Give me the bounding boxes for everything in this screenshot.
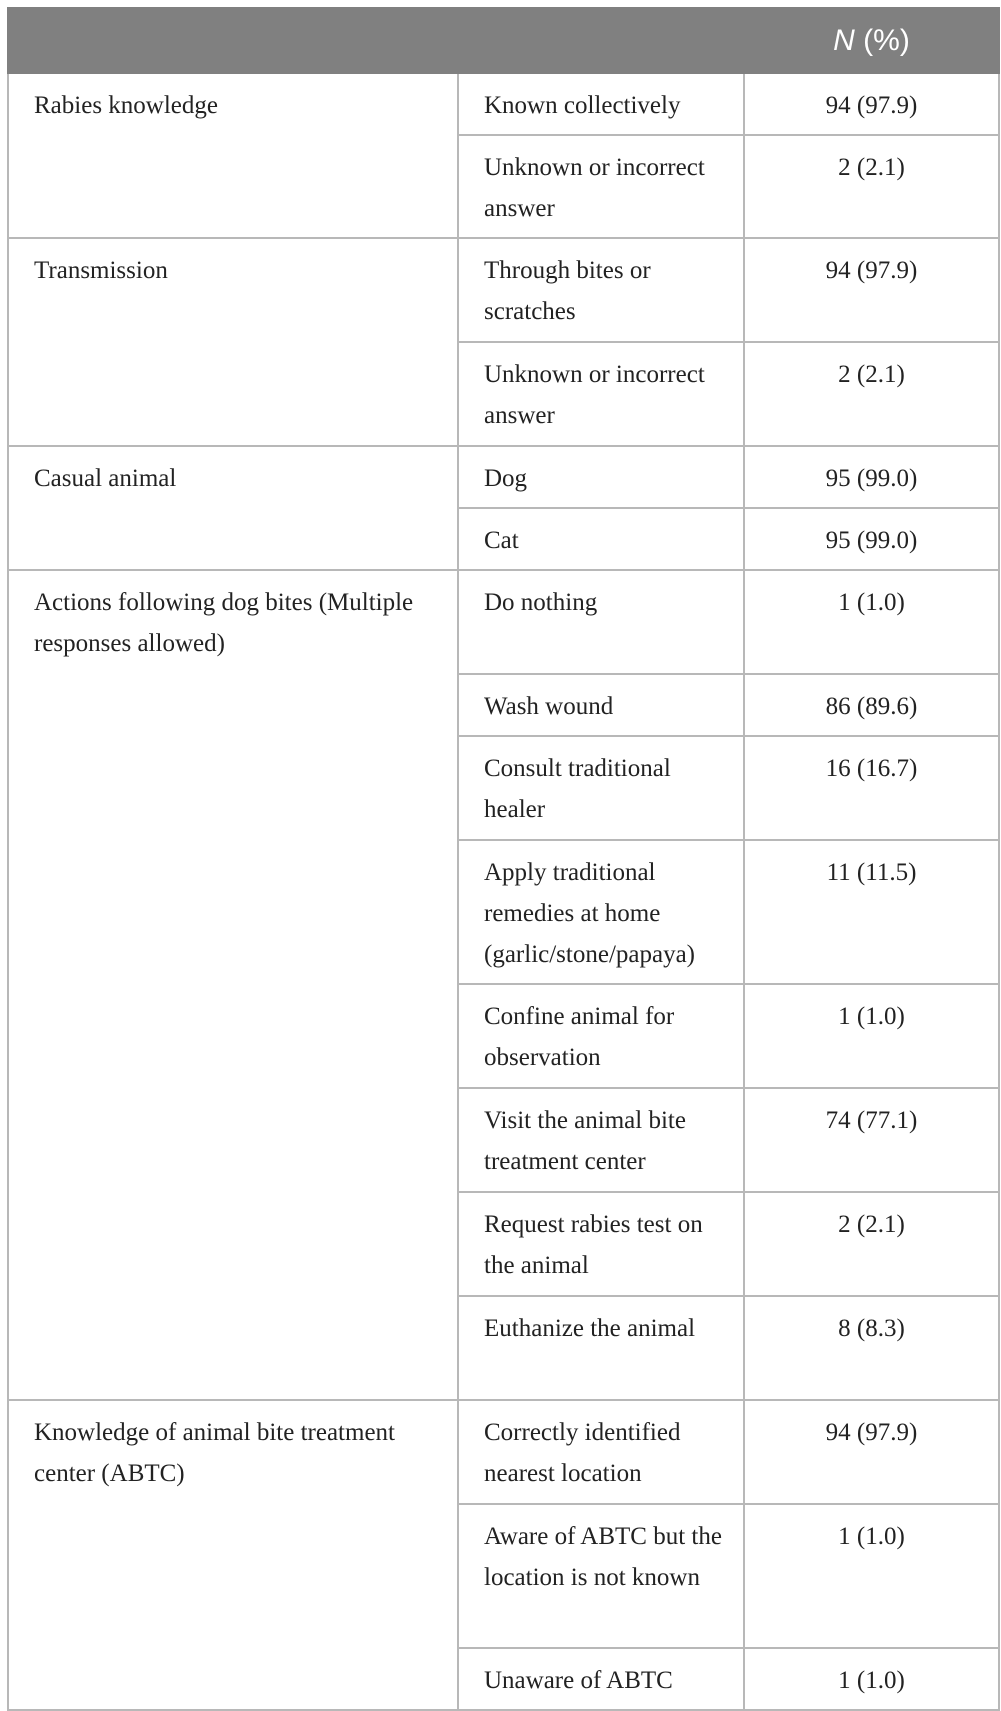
value-cell: 8 (8.3) <box>744 1296 999 1400</box>
item-cell: Wash wound <box>458 674 744 736</box>
item-cell: Do nothing <box>458 570 744 674</box>
category-cell: Actions following dog bites (Multiple responses allowed) <box>8 570 458 1400</box>
table-row <box>8 446 999 508</box>
item-cell: Euthanize the animal <box>458 1296 744 1400</box>
value-cell: 86 (89.6) <box>744 674 999 736</box>
item-cell: Correctly identified nearest location <box>458 1400 744 1504</box>
item-cell: Apply traditional remedies at home (garlic/stone/papaya) <box>458 840 744 984</box>
header-n: N <box>833 24 855 57</box>
header-n-percent <box>744 8 999 73</box>
value-cell: 1 (1.0) <box>744 570 999 674</box>
item-cell: Request rabies test on the animal <box>458 1192 744 1296</box>
value-cell: 1 (1.0) <box>744 984 999 1088</box>
item-cell: Through bites or scratches <box>458 238 744 342</box>
category-cell: Casual animal <box>8 446 458 570</box>
table-row <box>8 73 999 135</box>
item-cell: Unaware of ABTC <box>458 1648 744 1710</box>
value-cell: 1 (1.0) <box>744 1648 999 1710</box>
item-cell: Consult traditional healer <box>458 736 744 840</box>
value-cell: 94 (97.9) <box>744 238 999 342</box>
item-cell: Aware of ABTC but the location is not known <box>458 1504 744 1648</box>
header-item <box>458 8 744 73</box>
value-cell: 95 (99.0) <box>744 508 999 570</box>
item-cell: Known collectively <box>458 73 744 135</box>
value-cell: 2 (2.1) <box>744 342 999 446</box>
value-cell: 95 (99.0) <box>744 446 999 508</box>
value-cell: 16 (16.7) <box>744 736 999 840</box>
value-cell: 74 (77.1) <box>744 1088 999 1192</box>
item-cell: Unknown or incorrect answer <box>458 342 744 446</box>
item-cell: Cat <box>458 508 744 570</box>
header-percent: (%) <box>854 24 910 57</box>
category-cell: Rabies knowledge <box>8 73 458 238</box>
value-cell: 94 (97.9) <box>744 1400 999 1504</box>
category-cell: Knowledge of animal bite treatment center (ABTC) <box>8 1400 458 1710</box>
table-row <box>8 238 999 342</box>
item-cell: Visit the animal bite treatment center <box>458 1088 744 1192</box>
item-cell: Confine animal for observation <box>458 984 744 1088</box>
header-category <box>8 8 458 73</box>
table-row <box>8 570 999 674</box>
value-cell: 2 (2.1) <box>744 1192 999 1296</box>
category-cell: Transmission <box>8 238 458 446</box>
value-cell: 2 (2.1) <box>744 135 999 238</box>
value-cell: 1 (1.0) <box>744 1504 999 1648</box>
value-cell: 11 (11.5) <box>744 840 999 984</box>
item-cell: Unknown or incorrect answer <box>458 135 744 238</box>
table-header-row <box>8 8 999 73</box>
value-cell: 94 (97.9) <box>744 73 999 135</box>
item-cell: Dog <box>458 446 744 508</box>
rabies-knowledge-table <box>7 7 1000 1711</box>
table-row <box>8 1400 999 1504</box>
